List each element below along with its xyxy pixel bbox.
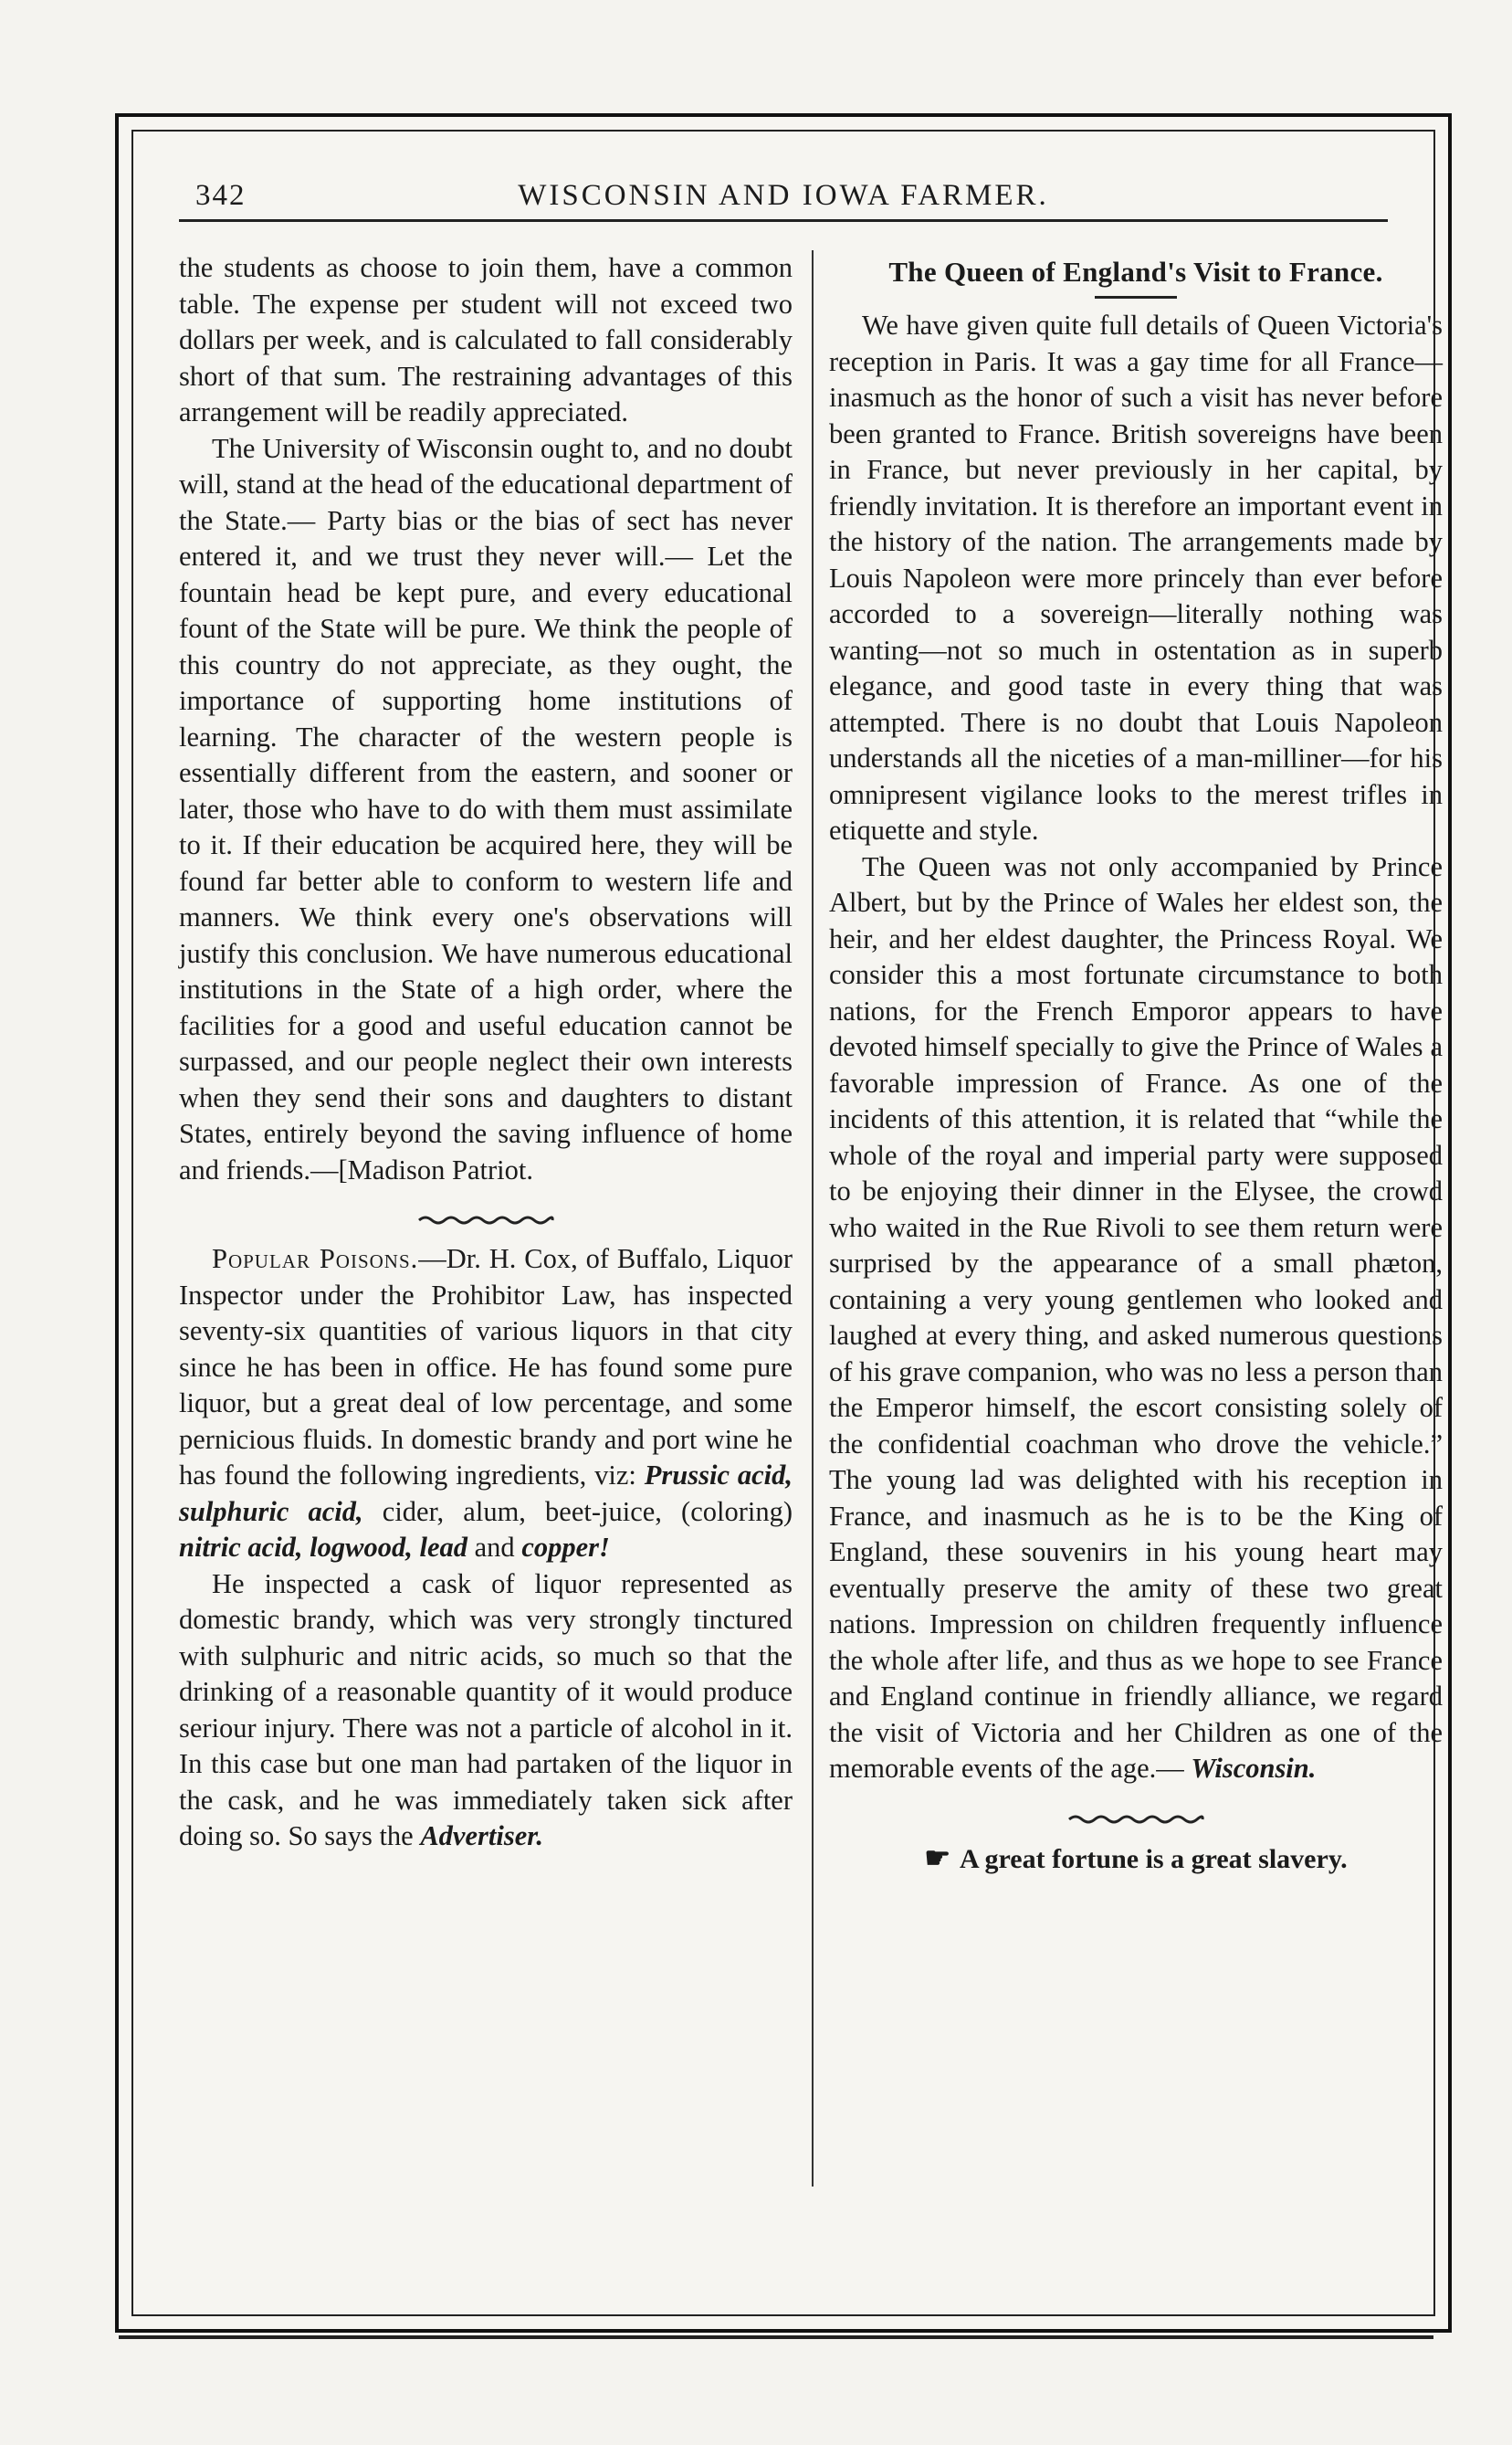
- closing-text: A great fortune is a great slavery.: [960, 1843, 1348, 1874]
- queen-paragraph-1: We have given quite full details of Queen Victoria's reception in Paris. It was a gay time for all France—inasmuch as the honor of such a visit has never before been granted to France. British sovereigns have been in France, but never previously in her capital, by friendly invitation. It is therefore an important event in the history of the nation. The arrangements made by Louis Napoleon were more princely than ever before accorded to a sovereign—literally nothing was wanting—not so much in ostentation as in superb elegance, and good taste in every thing that was attempted. There is no doubt that Louis Napoleon understands all the niceties of a man-milliner—for his omnipresent vigilance looks to the merest trifles in etiquette and style.: [829, 310, 1443, 846]
- poisons-emphasis-3: copper!: [521, 1532, 610, 1563]
- poisons-title: Popular Poisons.: [212, 1243, 419, 1274]
- page-frame: [115, 113, 1452, 2333]
- wavy-separator-icon: [1067, 1813, 1204, 1826]
- left-column: [179, 250, 793, 1855]
- pointing-hand-icon: ☛: [924, 1840, 951, 1874]
- footer-rule: [119, 2335, 1433, 2339]
- poisons-paragraph-2: [179, 1566, 793, 1855]
- title-rule: [1095, 296, 1177, 299]
- page-number: 342: [195, 179, 247, 212]
- queen-source: Wisconsin.: [1191, 1753, 1317, 1784]
- column-divider: [812, 250, 814, 2187]
- poisons-text-d: He inspected a cask of liquor represented as domestic brandy, which was very strongly tinctured with sulphuric and nitric acids, so much so that the drinking of a reasonable quantity of it would produce seriour injury. There was not a particle of alcohol in it. In this case but one man had partaken of the liquor in the cask, and he was immediately taken sick after doing so. So says the: [179, 1567, 793, 1851]
- poisons-text-c: and: [467, 1532, 522, 1563]
- university-paragraph-2: The University of Wisconsin ought to, and no doubt will, stand at the head of the educational department of the State.— Party bias or the bias of sect has never entered it, and we trust they never will.— Let the fountain head be kept pure, and every educational fount of the State will be pure. We think the people of this country do not appreciate, as they ought, the importance of supporting home institutions of learning. The character of the western people is essentially different from the eastern, and sooner or later, those who have to do with them must assimilate to it. If their education be acquired here, they will be found far better able to conform to western life and manners. We think every one's observations will justify this conclusion. We have numerous educational institutions in the State of a high order, where the facilities for a good and useful education cannot be surpassed, and our people neglect their own interests when they send their sons and daughters to distant States, entirely beyond the saving influence of home and friends.—[Madison Patriot.: [179, 432, 793, 1186]
- inner-border: [131, 130, 1443, 2316]
- poisons-text-a: —Dr. H. Cox, of Buffalo, Liquor Inspector under the Prohibitor Law, has inspected seventy-six quantities of various liquors in that city since he has been in office. He has found some pure liquor, but a great deal of low percentage, and some pernicious fluids. In domestic brandy and port wine he has found the following ingredients, viz:: [179, 1243, 793, 1491]
- page-header: [179, 174, 1388, 222]
- university-paragraph-1: the students as choose to join them, have a common table. The expense per student will not exceed two dollars per week, and is calculated to fall considerably short of that sum. The restraining advantages of this arrangement will be readily appreciated.: [179, 252, 793, 427]
- poisons-source: Advertiser.: [420, 1820, 544, 1851]
- queen-visit-title: The Queen of England's Visit to France.: [888, 256, 1383, 288]
- running-title: WISCONSIN AND IOWA FARMER.: [518, 179, 1049, 212]
- queen-paragraph-2: [829, 849, 1443, 1787]
- poisons-emphasis-1: Prussic acid, sulphuric acid,: [179, 1460, 793, 1527]
- poisons-emphasis-2: nitric acid, logwood, lead: [179, 1532, 468, 1563]
- wavy-separator-icon: [417, 1214, 554, 1227]
- closing-maxim: [829, 1840, 1443, 1875]
- queen-text: The Queen was not only accompanied by Prince Albert, but by the Prince of Wales her eldest son, the heir, and her eldest daughter, the Princess Royal. We consider this a most fortunate circumstance to both nations, for the French Emporor appears to have devoted himself specially to give the Prince of Wales a favorable impression of France. As one of the incidents of this attention, it is related that “while the whole of the royal and imperial party were supposed to be enjoying their dinner in the Elysee, the crowd who waited in the Rue Rivoli to see them return were surprised by the appearance of a small phæton, containing a very young gentlemen who looked and laughed at every thing, and asked numerous questions of his grave companion, who was no less a person than the Emperor himself, the escort consisting solely of the confidential coachman who drove the vehicle.” The young lad was delighted with his reception in France, and inasmuch as he is to be the King of England, these souvenirs in his young heart may eventually preserve the amity of these two great nations. Impression on children frequently influence the whole after life, and thus as we hope to see France and England continue in friendly alliance, we regard the visit of Victoria and her Children as one of the memorable events of the age.—: [829, 850, 1443, 1784]
- right-column: [829, 250, 1443, 1875]
- poisons-paragraph-1: [179, 1241, 793, 1566]
- poisons-text-b: cider, alum, beet-juice, (coloring): [362, 1495, 793, 1527]
